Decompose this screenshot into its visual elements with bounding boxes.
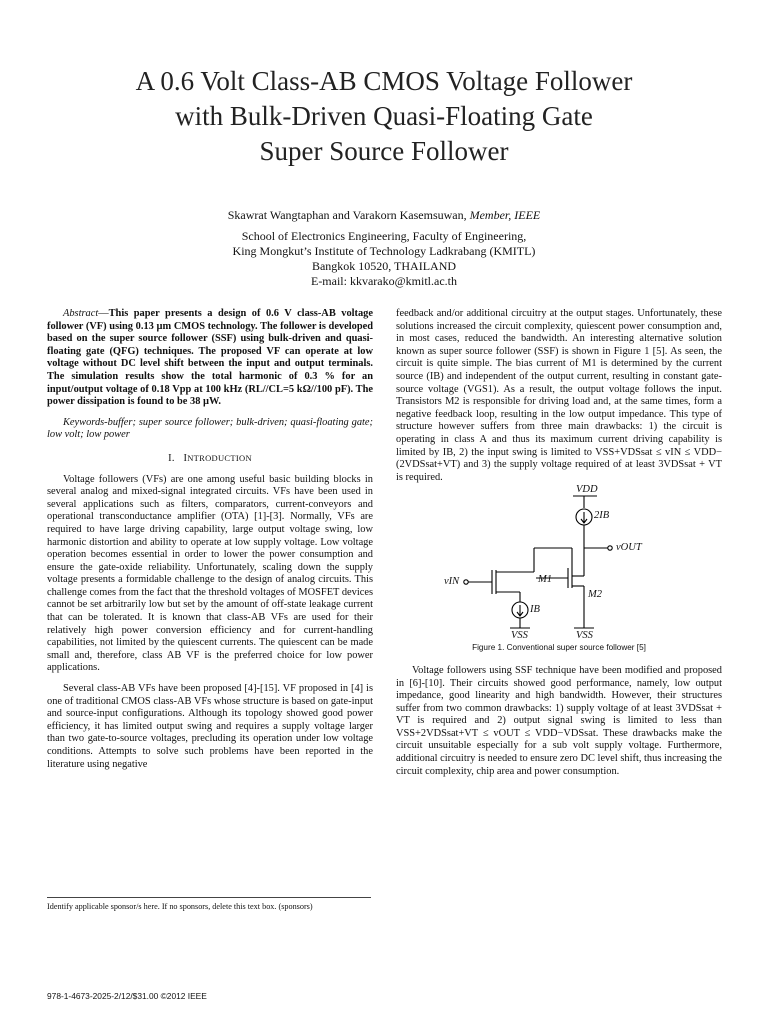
label-vss-right: VSS	[576, 630, 593, 642]
abstract-text: This paper presents a design of 0.6 V class-AB voltage follower (VF) using 0.13 µm CMOS technology. The follower is developed based on the super source follower (SSF) using bulk-driven and quasi-floating gate (QFG) techniques. The proposed VF can operate at low voltage without DC level shift between the input and output terminals. The simulation results show the total harmonic of 0.3 % for an input/output voltage of 0.18 Vpp at 100 kHz (RL//CL=5 kΩ//100 pF). The power dissipation is found to be 38 µW.	[47, 308, 373, 408]
footnote-rule	[47, 897, 371, 898]
section-title-rest: NTRODUCTION	[187, 452, 252, 463]
author-school: School of Electronics Engineering, Faculty of Engineering,	[241, 229, 527, 243]
abstract-dash: —	[98, 308, 109, 319]
keywords: Keywords-buffer; super source follower; bulk-driven; quasi-floating gate; low volt; low power	[47, 416, 373, 441]
author-email: E-mail: kkvarako@kmitl.ac.th	[310, 274, 457, 288]
author-block	[40, 208, 728, 289]
author-names: Skawrat Wangtaphan and Varakorn Kasemsuwan,	[227, 208, 470, 222]
right-column	[396, 308, 722, 778]
intro-paragraph-2: Several class-AB VFs have been proposed [4]-[15]. VF proposed in [4] is one of traditional CMOS class-AB VFs whose structure is based on gate-input and source-input configurations. Although its topology showed good power efficiency, it has limited output swing and requires a supply voltage larger than two gate-to-source voltages, precluding its operation under low voltage conditions. Attempts to solve such problems have been reported in the literature using negative	[47, 683, 373, 770]
title-line-2: with Bulk-Driven Quasi-Floating Gate	[175, 101, 593, 131]
label-ib: IB	[530, 604, 540, 616]
figure-1-circuit	[396, 484, 722, 642]
author-names-line	[40, 208, 728, 223]
section-numeral: I.	[168, 452, 175, 464]
right-paragraph-2: Voltage followers using SSF technique have been modified and proposed in [6]-[10]. Their circuits showed good performance, namely, low output impedance, good linearity and high bandwidth. However, their structures suffer from two common drawbacks: 1) supply voltage of at least 3VDSsat + VT is required and 2) output signal swing is limited to less than VSS+2VDSsat+VT ≤ vOUT ≤ VDD−VDSsat. These drawbacks make the circuit unsuitable especially for a sub volt supply voltage. Furthermore, additional circuitry is needed to ensure zero DC level shift, thus increasing the circuit complexity, chip area and power consumption.	[396, 664, 722, 777]
abstract	[47, 308, 373, 409]
label-vdd: VDD	[576, 484, 598, 496]
label-vout: vOUT	[616, 542, 642, 554]
author-institute: King Mongkut’s Institute of Technology Ladkrabang (KMITL)	[232, 244, 536, 258]
label-vin: vIN	[444, 576, 460, 588]
left-column	[47, 308, 373, 771]
label-2ib: 2IB	[594, 510, 610, 522]
author-membership: Member, IEEE	[469, 208, 541, 222]
paper-title	[40, 64, 728, 169]
label-vss-left: VSS	[511, 630, 528, 642]
figure-1-caption: Figure 1. Conventional super source follower [5]	[472, 643, 646, 653]
right-paragraph-1: feedback and/or additional circuitry at the output stages. Unfortunately, these solutions increased the circuit complexity, quiescent power consumption and, in most cases, reduced the bandwidth. An interesting alternative solution known as super source follower (SSF) is shown in Figure 1 [5]. As seen, the circuit is quite simple. The bias current of M1 is determined by the current source (IB) and independent of the output current, resulting in constant gate-source voltage (VGS1). As a result, the output voltage follows the input. Transistors M2 is responsible for driving load and, at the same times, form a negative feedback loop, resulting in the low output impedance. This type of structure however suffers from three main drawbacks: 1) the circuit is operating in class A and thus its maximum current driving capability is limited by IB, 2) the input swing is limited to VSS+VDSsat ≤ vIN ≤ VDD− (2VDSsat+VT) and 3) the supply voltage required of at least 3VDSsat + VT is required.	[396, 308, 722, 483]
sponsor-footnote: Identify applicable sponsor/s here. If no sponsors, delete this text box. (sponsors)	[47, 902, 313, 911]
copyright-line: 978-1-4673-2025-2/12/$31.00 ©2012 IEEE	[47, 991, 207, 1001]
circuit-diagram	[396, 488, 722, 638]
intro-paragraph-1: Voltage followers (VFs) are one among useful basic building blocks in several analog and mixed-signal integrated circuits. VFs have been used in several applications such as filters, comparators, current-conveyors and operational transconductance amplifier (OTA) [1]-[3]. Normally, VFs are required to have large driving capability, large output voltage swing, low harmonic distortion and ability to operate at low supply voltage. Low voltage operation becomes essential in order to lower the power consumption and ensure the gate-oxide reliability. Unfortunately, scaling down the supply voltage presents a formidable challenge to the design of analog circuits. This challenge comes from the fact that the threshold voltages of MOSFET devices cannot be set arbitrarily low but set by the amount of off-state leakage current that can be tolerated. It is known that class-AB VFs are used for their relatively high power conversion efficiency and for current-handling capabilities, not limited by the quiescent currents. The quiescent can be made small and, therefore, class AB VF is the preferred choice for low power applications.	[47, 473, 373, 674]
title-line-1: A 0.6 Volt Class-AB CMOS Voltage Follower	[135, 66, 633, 96]
section-heading-introduction	[47, 452, 373, 466]
section-title-initial: I	[183, 452, 188, 464]
title-line-3: Super Source Follower	[259, 136, 509, 166]
author-address: Bangkok 10520, THAILAND	[311, 259, 457, 273]
label-m1: M1	[538, 574, 552, 586]
label-m2: M2	[588, 589, 602, 601]
abstract-label: Abstract	[63, 308, 99, 319]
